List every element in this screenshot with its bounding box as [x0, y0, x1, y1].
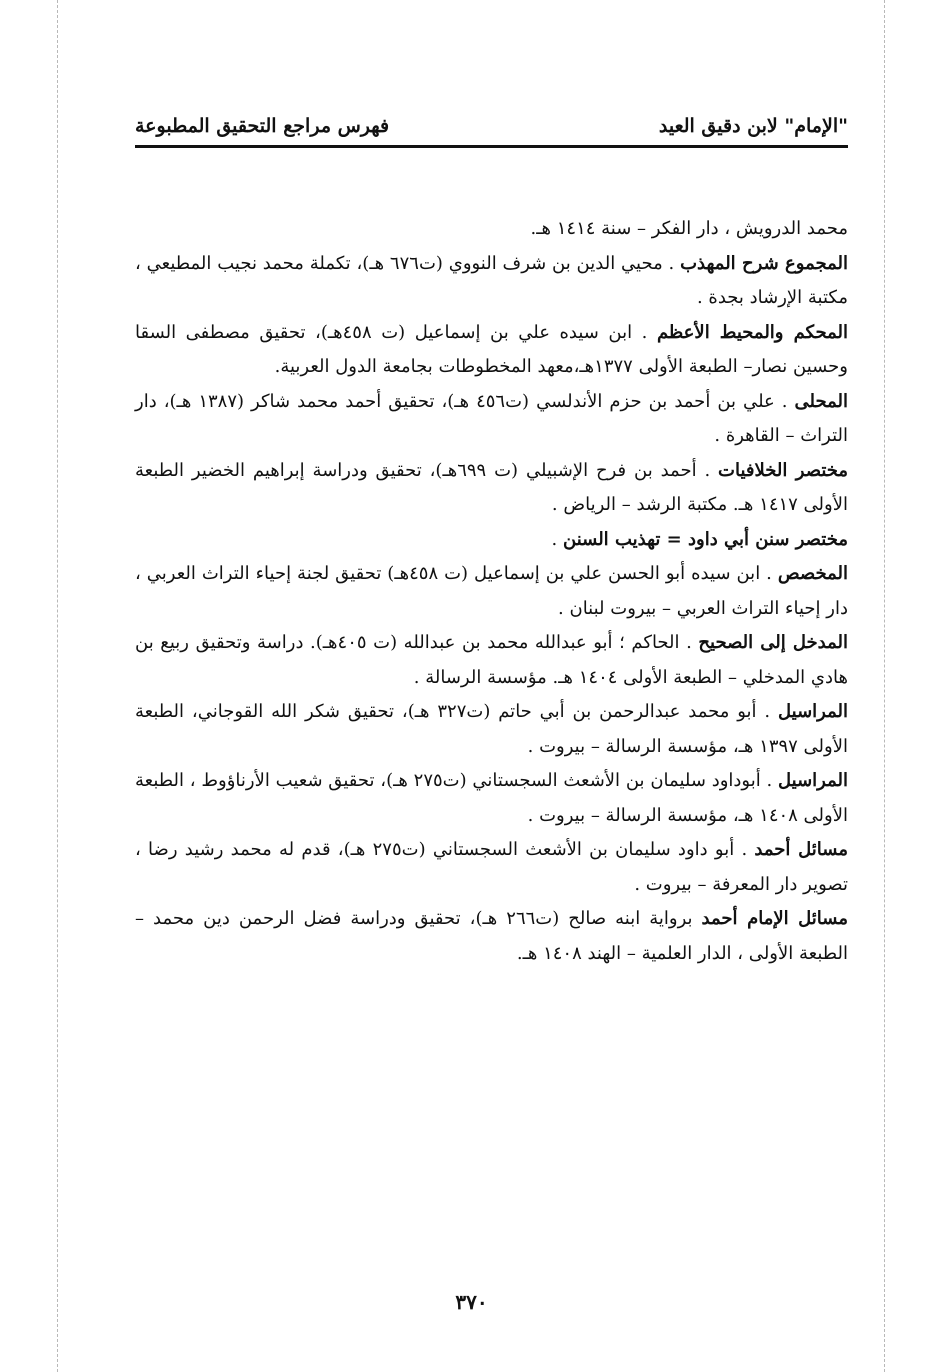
entry-text: محمد الدرويش ، دار الفكر – سنة ١٤١٤ هـ. — [530, 218, 848, 239]
entry-title: المحلى — [794, 390, 849, 412]
entry-title: المراسيل — [778, 770, 848, 791]
entry-title: المخصص — [777, 563, 848, 584]
header-section-title: فهرس مراجع التحقيق المطبوعة — [135, 115, 390, 137]
entry-text: . ابن سيده أبو الحسن علي بن إسماعيل (ت ٤٥٨هـ) تحقيق لجنة إحياء التراث العربي ، دار إحياء التراث العربي – بيروت لبنان . — [135, 563, 848, 619]
entry-title: مختصر الخلافيات — [718, 459, 849, 481]
entry-text: برواية ابنه صالح (ت٢٦٦ هـ)، تحقيق ودراسة فضل الرحمن دين محمد – الطبعة الأولى ، الدار العلمية – الهند ١٤٠٨ هـ. — [135, 908, 848, 964]
bibliography-entry — [135, 833, 848, 902]
entry-text: . — [551, 528, 563, 550]
entry-text: . محيي الدين بن شرف النووي (ت٦٧٦ هـ)، تكملة محمد نجيب المطيعي ، مكتبة الإرشاد بجدة . — [135, 252, 848, 308]
fold-line-right — [884, 0, 885, 1372]
entry-title: المراسيل — [778, 701, 848, 722]
bibliography-entry — [135, 316, 848, 385]
bibliography-entry — [135, 902, 848, 971]
bibliography-entry — [135, 557, 848, 626]
entry-text: . أبو داود سليمان بن الأشعث السجستاني (ت٢٧٥ هـ)، قدم له محمد رشيد رضا ، تصوير دار المعرفة – بيروت . — [135, 839, 848, 895]
bibliography-entry — [135, 385, 848, 454]
entry-text: . الحاكم ؛ أبو عبدالله محمد بن عبدالله (ت ٤٠٥هـ). دراسة وتحقيق ربيع بن هادي المدخلي – الطبعة الأولى ١٤٠٤ هـ. مؤسسة الرسالة . — [135, 632, 848, 688]
entry-text: . ابن سيده علي بن إسماعيل (ت ٤٥٨هـ)، تحقيق مصطفى السقا وحسين نصار– الطبعة الأولى ١٣٧٧هـ،معهد المخطوطات بجامعة الدول العربية. — [135, 321, 848, 377]
header-rule — [135, 145, 848, 148]
bibliography-entry — [135, 454, 848, 523]
entry-title: المدخل إلى الصحيح — [698, 632, 848, 653]
bibliography-list — [135, 212, 848, 971]
running-head — [135, 112, 848, 140]
entry-text: . علي بن أحمد بن حزم الأندلسي (ت٤٥٦ هـ)، تحقيق أحمد محمد شاكر (١٣٨٧ هـ)، دار التراث – القاهرة . — [135, 390, 848, 446]
entry-text: . أبو محمد عبدالرحمن بن أبي حاتم (ت٣٢٧ هـ)، تحقيق شكر الله القوجاني، الطبعة الأولى ١٣٩٧ هـ، مؤسسة الرسالة – بيروت . — [135, 701, 848, 757]
entry-text: . أحمد بن فرح الإشبيلي (ت ٦٩٩هـ)، تحقيق ودراسة إبراهيم الخضير الطبعة الأولى ١٤١٧ هـ. مكتبة الرشد – الرياض . — [135, 459, 848, 515]
bibliography-entry — [135, 764, 848, 833]
entry-title: المحكم والمحيط الأعظم — [656, 321, 849, 343]
bibliography-entry — [135, 212, 848, 247]
bibliography-entry — [135, 247, 848, 316]
header-book-title: "الإمام" لابن دقيق العيد — [658, 115, 848, 137]
entry-title: مسائل الإمام أحمد — [701, 908, 848, 929]
entry-title: مسائل أحمد — [754, 839, 848, 860]
bibliography-entry — [135, 695, 848, 764]
bibliography-entry — [135, 626, 848, 695]
fold-line-left — [57, 0, 58, 1372]
entry-title: مختصر سنن أبي داود = تهذيب السنن — [563, 528, 848, 550]
entry-text: . أبوداود سليمان بن الأشعث السجستاني (ت٢٧٥ هـ)، تحقيق شعيب الأرناؤوط ، الطبعة الأولى ١٤٠٨ هـ، مؤسسة الرسالة – بيروت . — [135, 770, 848, 826]
page-number: ٣٧٠ — [455, 1290, 488, 1314]
bibliography-entry — [135, 523, 848, 558]
entry-title: المجموع شرح المهذب — [680, 252, 848, 274]
